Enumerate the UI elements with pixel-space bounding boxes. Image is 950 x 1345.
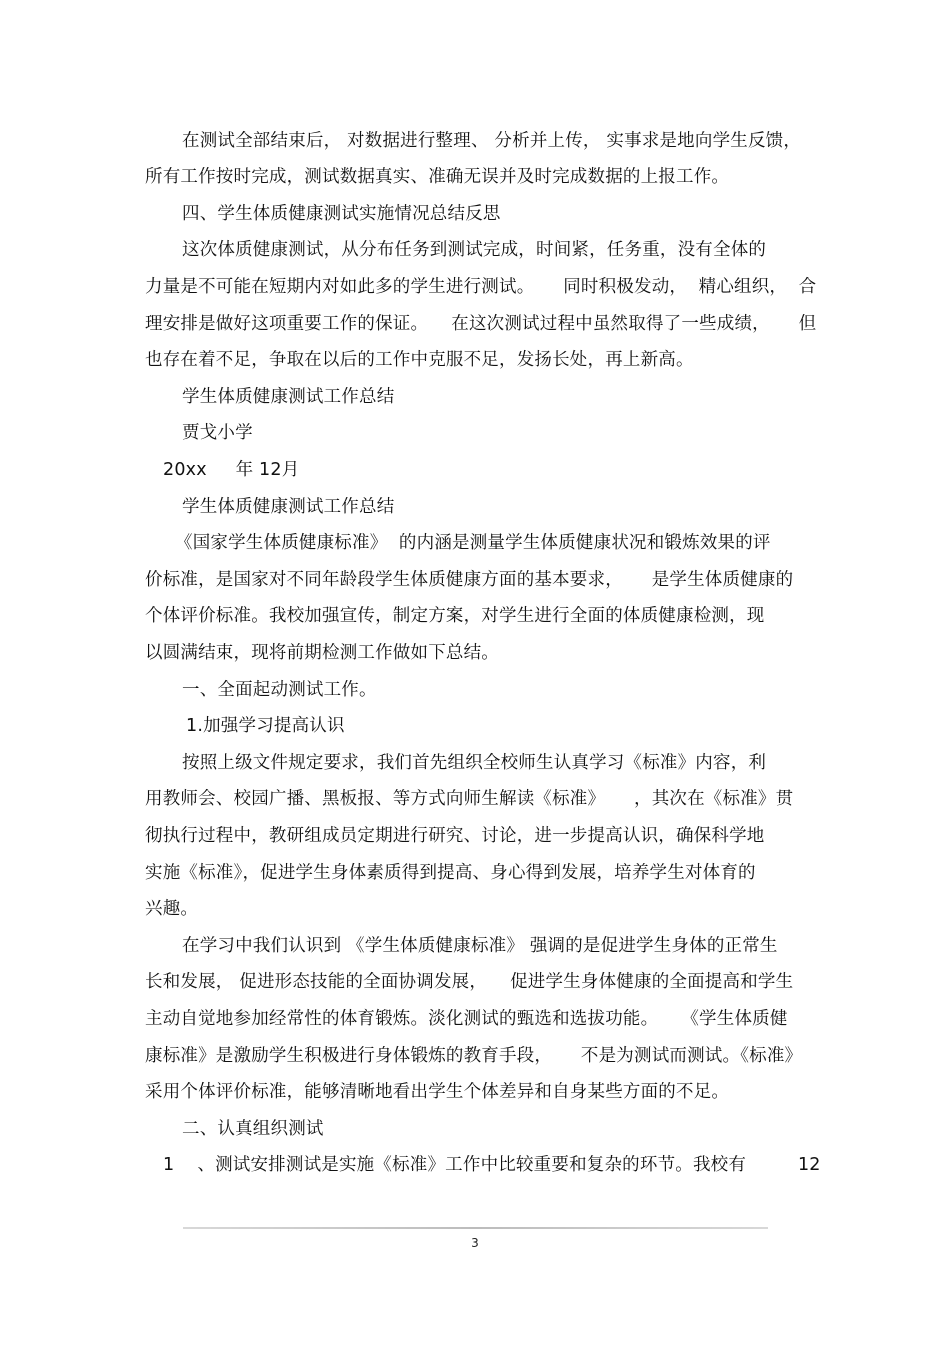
text-line: 采用个体评价标准，能够清晰地看出学生个体差异和自身某些方面的不足。	[145, 1082, 730, 1102]
text-line: 长和发展， 促进形态技能的全面协调发展， 促进学生身体健康的全面提高和学生	[145, 972, 794, 992]
text-line: 这次体质健康测试，从分布任务到测试完成，时间紧，任务重，没有全体的	[182, 240, 767, 260]
text-line: 以圆满结束，现将前期检测工作做如下总结。	[145, 643, 499, 663]
text-line: 《国家学生体质健康标准》 的内涵是测量学生体质健康状况和锻炼效果的评	[175, 533, 771, 553]
text-line: 康标准》是激励学生积极进行身体锻炼的教育手段， 不是为测试而测试。《标准》	[145, 1046, 803, 1066]
report-title: 学生体质健康测试工作总结	[182, 497, 395, 517]
footer-divider	[183, 1227, 768, 1229]
text-line: 也存在着不足，争取在以后的工作中克服不足，发扬长处，再上新高。	[145, 350, 694, 370]
text-line: 力量是不可能在短期内对如此多的学生进行测试。 同时积极发动， 精心组织， 合	[145, 277, 817, 297]
text-line: 价标准，是国家对不同年龄段学生体质健康方面的基本要求， 是学生体质健康的	[145, 570, 794, 590]
text-line: 1 、测试安排测试是实施《标准》工作中比较重要和复杂的环节。我校有 12	[163, 1155, 821, 1175]
text-line: 理安排是做好这项重要工作的保证。 在这次测试过程中虽然取得了一些成绩， 但	[145, 314, 817, 334]
text-line: 个体评价标准。我校加强宣传，制定方案，对学生进行全面的体质健康检测，现	[145, 606, 765, 626]
text-line: 实施《标准》，促进学生身体素质得到提高、身心得到发展，培养学生对体育的	[145, 863, 756, 883]
text-line: 按照上级文件规定要求，我们首先组织全校师生认真学习《标准》内容，利	[182, 753, 767, 773]
text-line: 所有工作按时完成，测试数据真实、准确无误并及时完成数据的上报工作。	[145, 167, 730, 187]
section-heading: 二、认真组织测试	[182, 1119, 324, 1139]
report-title: 学生体质健康测试工作总结	[182, 387, 395, 407]
report-date: 20xx 年 12月	[163, 460, 300, 480]
section-heading: 四、学生体质健康测试实施情况总结反思	[182, 204, 501, 224]
text-line: 用教师会、校园广播、黑板报、等方式向师生解读《标准》 ，其次在《标准》贯	[145, 789, 794, 809]
school-name: 贾戈小学	[182, 423, 253, 443]
section-heading: 一、全面起动测试工作。	[182, 680, 377, 700]
text-line: 主动自觉地参加经常性的体育锻炼。淡化测试的甄选和选拔功能。 《学生体质健	[145, 1009, 788, 1029]
text-line: 兴趣。	[145, 899, 199, 919]
text-line: 在学习中我们认识到 《学生体质健康标准》 强调的是促进学生身体的正常生	[182, 936, 778, 956]
subsection-heading: 1.加强学习提高认识	[186, 716, 345, 736]
text-line: 彻执行过程中，教研组成员定期进行研究、讨论，进一步提高认识，确保科学地	[145, 826, 765, 846]
page-number: 3	[471, 1236, 479, 1250]
text-line: 在测试全部结束后， 对数据进行整理、 分析并上传， 实事求是地向学生反馈，	[182, 131, 802, 151]
